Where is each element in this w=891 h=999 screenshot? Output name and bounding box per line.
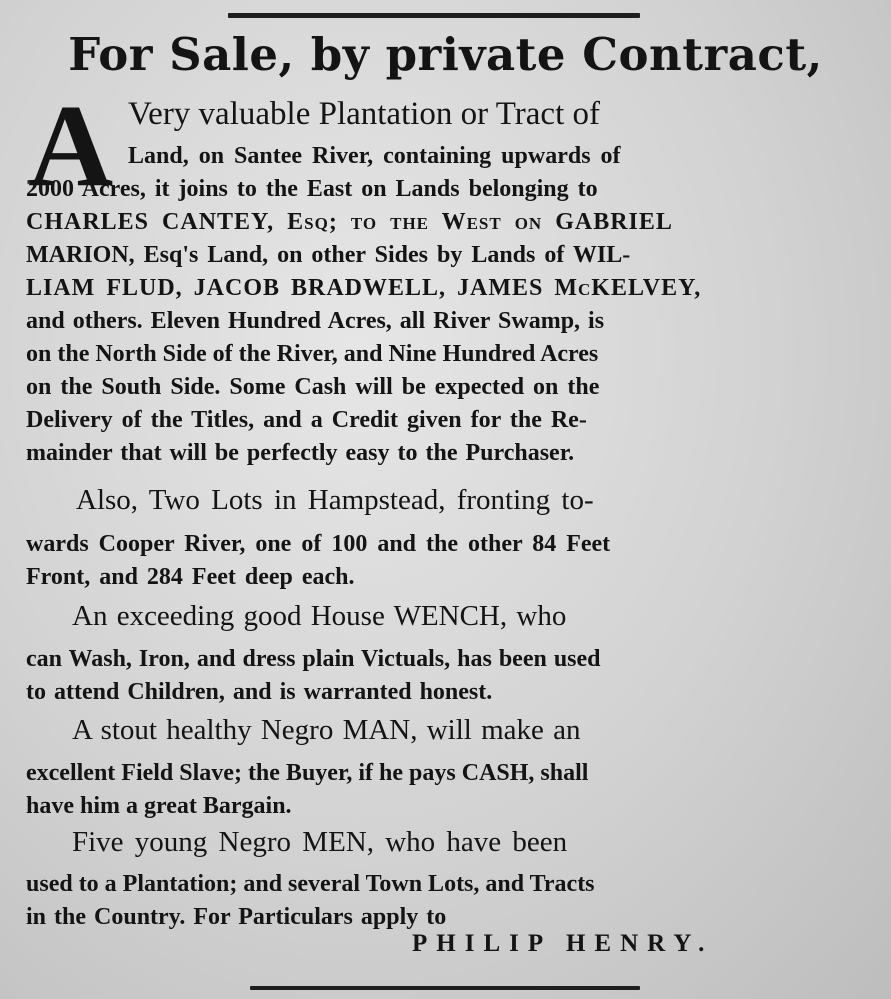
- text-line: and others. Eleven Hundred Acres, all River Swamp, is: [26, 308, 605, 334]
- text-line: CHARLES CANTEY, Esq; to the West on GABRIEL: [26, 209, 673, 235]
- ad-title: For Sale, by private Contract,: [68, 28, 823, 81]
- text-line: used to a Plantation; and several Town Lots, and Tracts: [26, 871, 595, 897]
- bottom-rule: [250, 986, 640, 990]
- text-line: A stout healthy Negro MAN, will make an: [72, 714, 581, 746]
- text-line: to attend Children, and is warranted honest.: [26, 679, 493, 705]
- text-line: Land, on Santee River, containing upwards of: [128, 143, 621, 169]
- text-line: mainder that will be perfectly easy to the Purchaser.: [26, 440, 575, 466]
- top-rule: [228, 13, 640, 18]
- text-line: on the South Side. Some Cash will be expected on the: [26, 374, 600, 400]
- text-line: Very valuable Plantation or Tract of: [128, 96, 600, 132]
- text-line: can Wash, Iron, and dress plain Victuals, has been used: [26, 646, 601, 672]
- text-line: An exceeding good House WENCH, who: [72, 600, 567, 632]
- text-line: LIAM FLUD, JACOB BRADWELL, JAMES McKELVEY,: [26, 275, 702, 301]
- text-line: on the North Side of the River, and Nine Hundred Acres: [26, 341, 599, 367]
- text-line: excellent Field Slave; the Buyer, if he pays CASH, shall: [26, 760, 589, 786]
- text-line: Five young Negro MEN, who have been: [72, 826, 568, 858]
- text-line: MARION, Esq's Land, on other Sides by Lands of WIL-: [26, 242, 631, 268]
- text-line: have him a great Bargain.: [26, 793, 292, 819]
- text-line: Also, Two Lots in Hampstead, fronting to-: [76, 484, 594, 516]
- text-line: Delivery of the Titles, and a Credit given for the Re-: [26, 407, 587, 433]
- text-line: in the Country. For Particulars apply to: [26, 904, 447, 930]
- text-line: 2000 Acres, it joins to the East on Lands belonging to: [26, 176, 598, 202]
- text-line: Front, and 284 Feet deep each.: [26, 564, 355, 590]
- text-line: wards Cooper River, one of 100 and the other 84 Feet: [26, 531, 611, 557]
- drop-cap: A: [28, 80, 114, 211]
- signature: PHILIP HENRY.: [412, 930, 714, 957]
